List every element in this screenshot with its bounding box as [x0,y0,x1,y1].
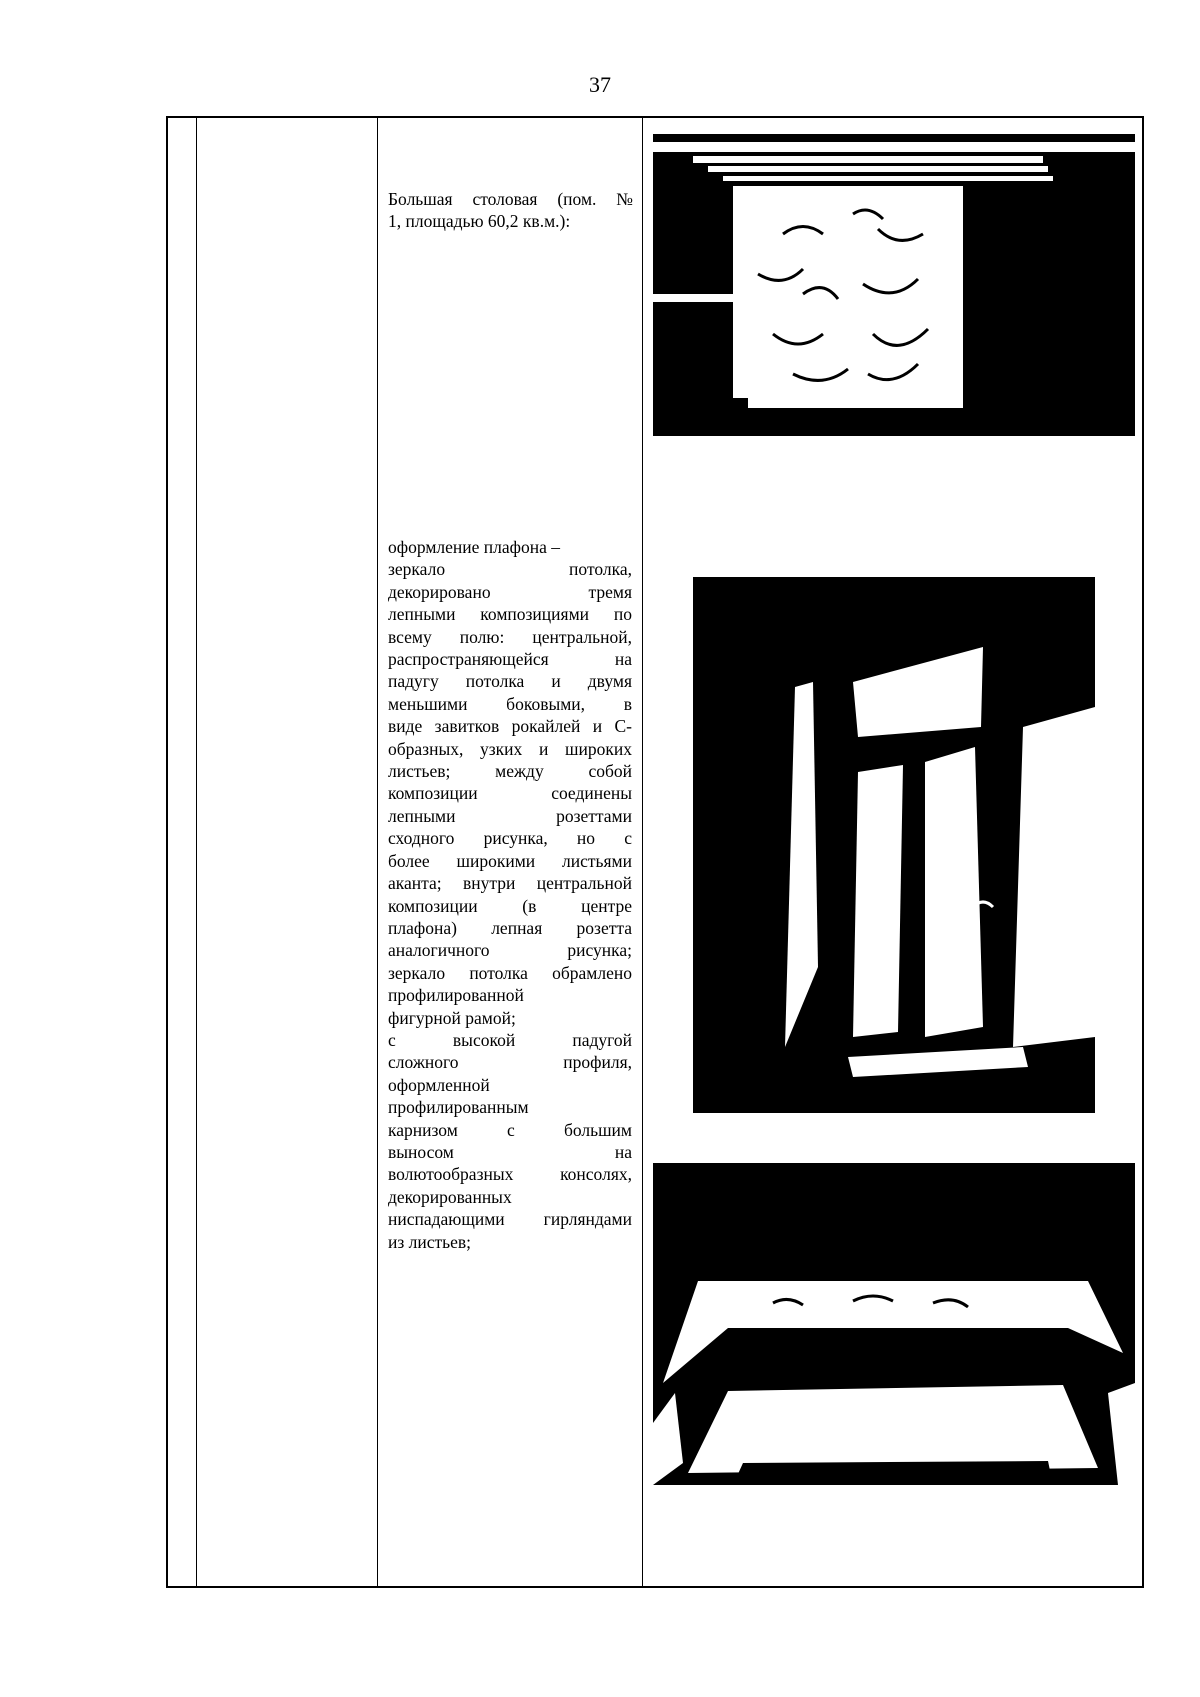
photo-ceiling-cove-image [653,1163,1135,1485]
ceiling-description [388,536,632,1253]
page-number: 37 [589,72,611,97]
description-line: меньшими боковыми, в [388,693,632,714]
description-line: плафона) лепная розетта [388,917,632,938]
description-line: карнизом с большим [388,1119,632,1140]
room-heading-line-1: Большая столовая (пом. № [388,189,633,209]
photo-window [693,577,1095,1113]
description-line: выносом на [388,1141,632,1162]
description-line: ниспадающими гирляндами [388,1209,632,1230]
description-line: фигурной рамой; [388,1007,516,1028]
description-line: лепными розеттами [388,805,632,826]
description-line: оформление плафона – [388,537,560,557]
description-line: распространяющейся на [388,649,632,670]
description-line: падугу потолка и двумя [388,671,632,692]
description-line: из листьев; [388,1231,472,1252]
description-line: с высокой падугой [388,1029,632,1050]
photo-ceiling-cove [653,1163,1135,1485]
description-line: композиции соединены [388,783,632,804]
description-line: декорированных [388,1186,512,1207]
description-line: аканта; внутри центральной [388,873,632,894]
photo-window-image [693,577,1095,1113]
description-line: сложного профиля, [388,1052,632,1073]
photo-ceiling-console [653,134,1135,436]
room-heading-line-2: 1, площадью 60,2 кв.м.): [388,211,571,232]
description-line: профилированным [388,1097,529,1118]
description-line: листьев; между собой [388,761,632,782]
room-heading [388,188,633,233]
description-line: виде завитков рокайлей и С- [388,716,632,737]
description-line: оформленной [388,1074,490,1095]
description-line: более широкими листьями [388,850,632,871]
description-line: сходного рисунка, но с [388,828,632,849]
column-divider-3 [642,118,643,1586]
description-line: всему полю: центральной, [388,626,632,647]
description-line: образных, узких и широких [388,738,632,759]
description-line: композиции (в центре [388,895,632,916]
photo-ceiling-console-image [653,134,1135,436]
description-line: волютообразных консолях, [388,1164,632,1185]
description-line: лепными композициями по [388,604,632,625]
description-line: зеркало потолка обрамлено [388,962,632,983]
description-line: профилированной [388,985,524,1006]
description-line: аналогичного рисунка; [388,940,632,961]
description-line: декорировано тремя [388,581,632,602]
column-divider-1 [196,118,197,1586]
column-divider-2 [377,118,378,1586]
description-line: зеркало потолка, [388,559,632,580]
